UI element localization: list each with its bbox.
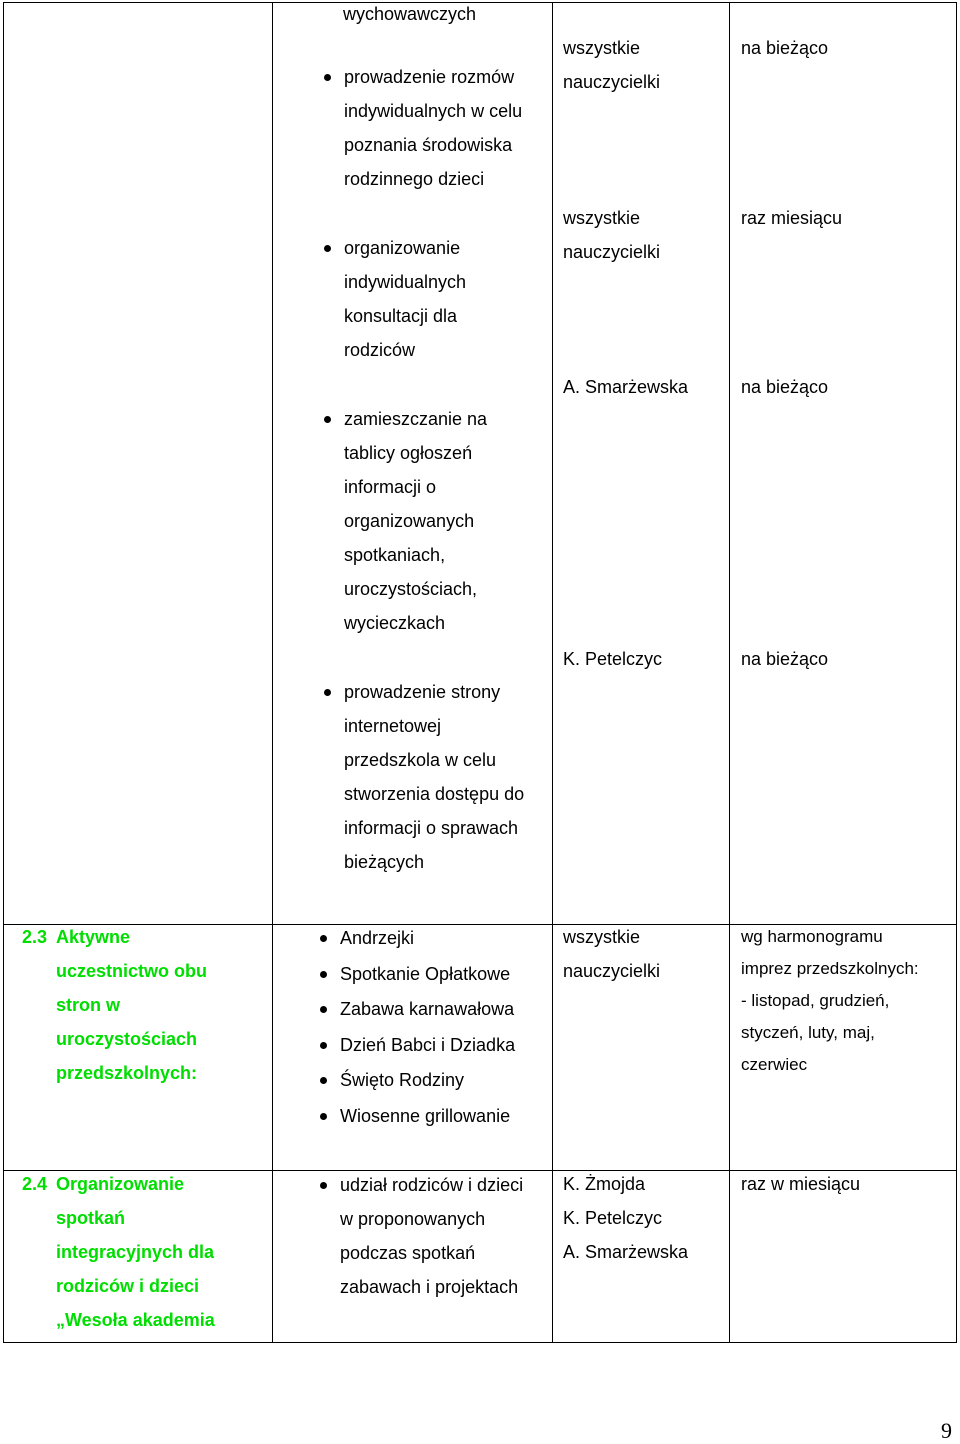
table-border-col2 <box>552 2 553 1343</box>
table-border-top <box>3 2 957 3</box>
list-item: udział rodziców i dzieci w proponowanych podczas spotkań zabawach i projektach <box>318 1168 523 1304</box>
row1-item-4 <box>322 675 524 879</box>
row1-item-3-who: A. Smarżewska <box>563 377 689 397</box>
table-border-col1 <box>272 2 273 1343</box>
list-item: Andrzejki <box>318 921 515 957</box>
row1-header-fragment: wychowawczych <box>343 4 477 24</box>
row1-item-1-when: na bieżąco <box>741 38 829 58</box>
row1-item-4-when: na bieżąco <box>741 649 829 669</box>
row1-item-3 <box>322 402 487 640</box>
row1-item-1-who: wszystkie nauczycielki <box>563 38 661 92</box>
row2-who: wszystkie nauczycielki <box>563 927 661 981</box>
row2-number: 2.3 <box>22 927 48 947</box>
table-border-right <box>956 2 957 1343</box>
row1-item-2 <box>322 231 466 367</box>
table-border-left <box>3 2 4 1343</box>
row3-number: 2.4 <box>22 1174 48 1194</box>
table-border-col3 <box>729 2 730 1343</box>
row3-when: raz w miesiącu <box>741 1174 861 1194</box>
row2-title: Aktywne uczestnictwo obu stron w uroczystościach przedszkolnych: <box>56 927 208 1083</box>
page-number: 9 <box>941 1418 952 1443</box>
list-item: Wiosenne grillowanie <box>318 1099 515 1135</box>
row1-item-2-when: raz miesiącu <box>741 208 843 228</box>
list-item: Dzień Babci i Dziadka <box>318 1028 515 1064</box>
row1-item-4-who: K. Petelczyc <box>563 649 663 669</box>
list-item: Święto Rodziny <box>318 1063 515 1099</box>
list-item: zamieszczanie na tablicy ogłoszeń informacji o organizowanych spotkaniach, uroczystościach, wycieczkach <box>322 402 487 640</box>
list-item: prowadzenie strony internetowej przedszkola w celu stworzenia dostępu do informacji o sprawach bieżących <box>322 675 524 879</box>
row2-when: wg harmonogramu imprez przedszkolnych: - listopad, grudzień, styczeń, luty, maj, czerwiec <box>741 927 919 1074</box>
list-item: Spotkanie Opłatkowe <box>318 957 515 993</box>
row2-events <box>318 921 515 1134</box>
list-item: prowadzenie rozmów indywidualnych w celu poznania środowiska rodzinnego dzieci <box>322 60 522 196</box>
row3-activity <box>318 1168 523 1304</box>
list-item: organizowanie indywidualnych konsultacji dla rodziców <box>322 231 466 367</box>
row1-item-3-when: na bieżąco <box>741 377 829 397</box>
table-border-bottom <box>3 1342 957 1343</box>
row1-item-2-who: wszystkie nauczycielki <box>563 208 661 262</box>
row3-who: K. Żmojda K. Petelczyc A. Smarżewska <box>563 1174 689 1262</box>
row3-title: Organizowanie spotkań integracyjnych dla rodziców i dzieci „Wesoła akademia <box>56 1174 215 1330</box>
list-item: Zabawa karnawałowa <box>318 992 515 1028</box>
row1-item-1 <box>322 60 522 196</box>
